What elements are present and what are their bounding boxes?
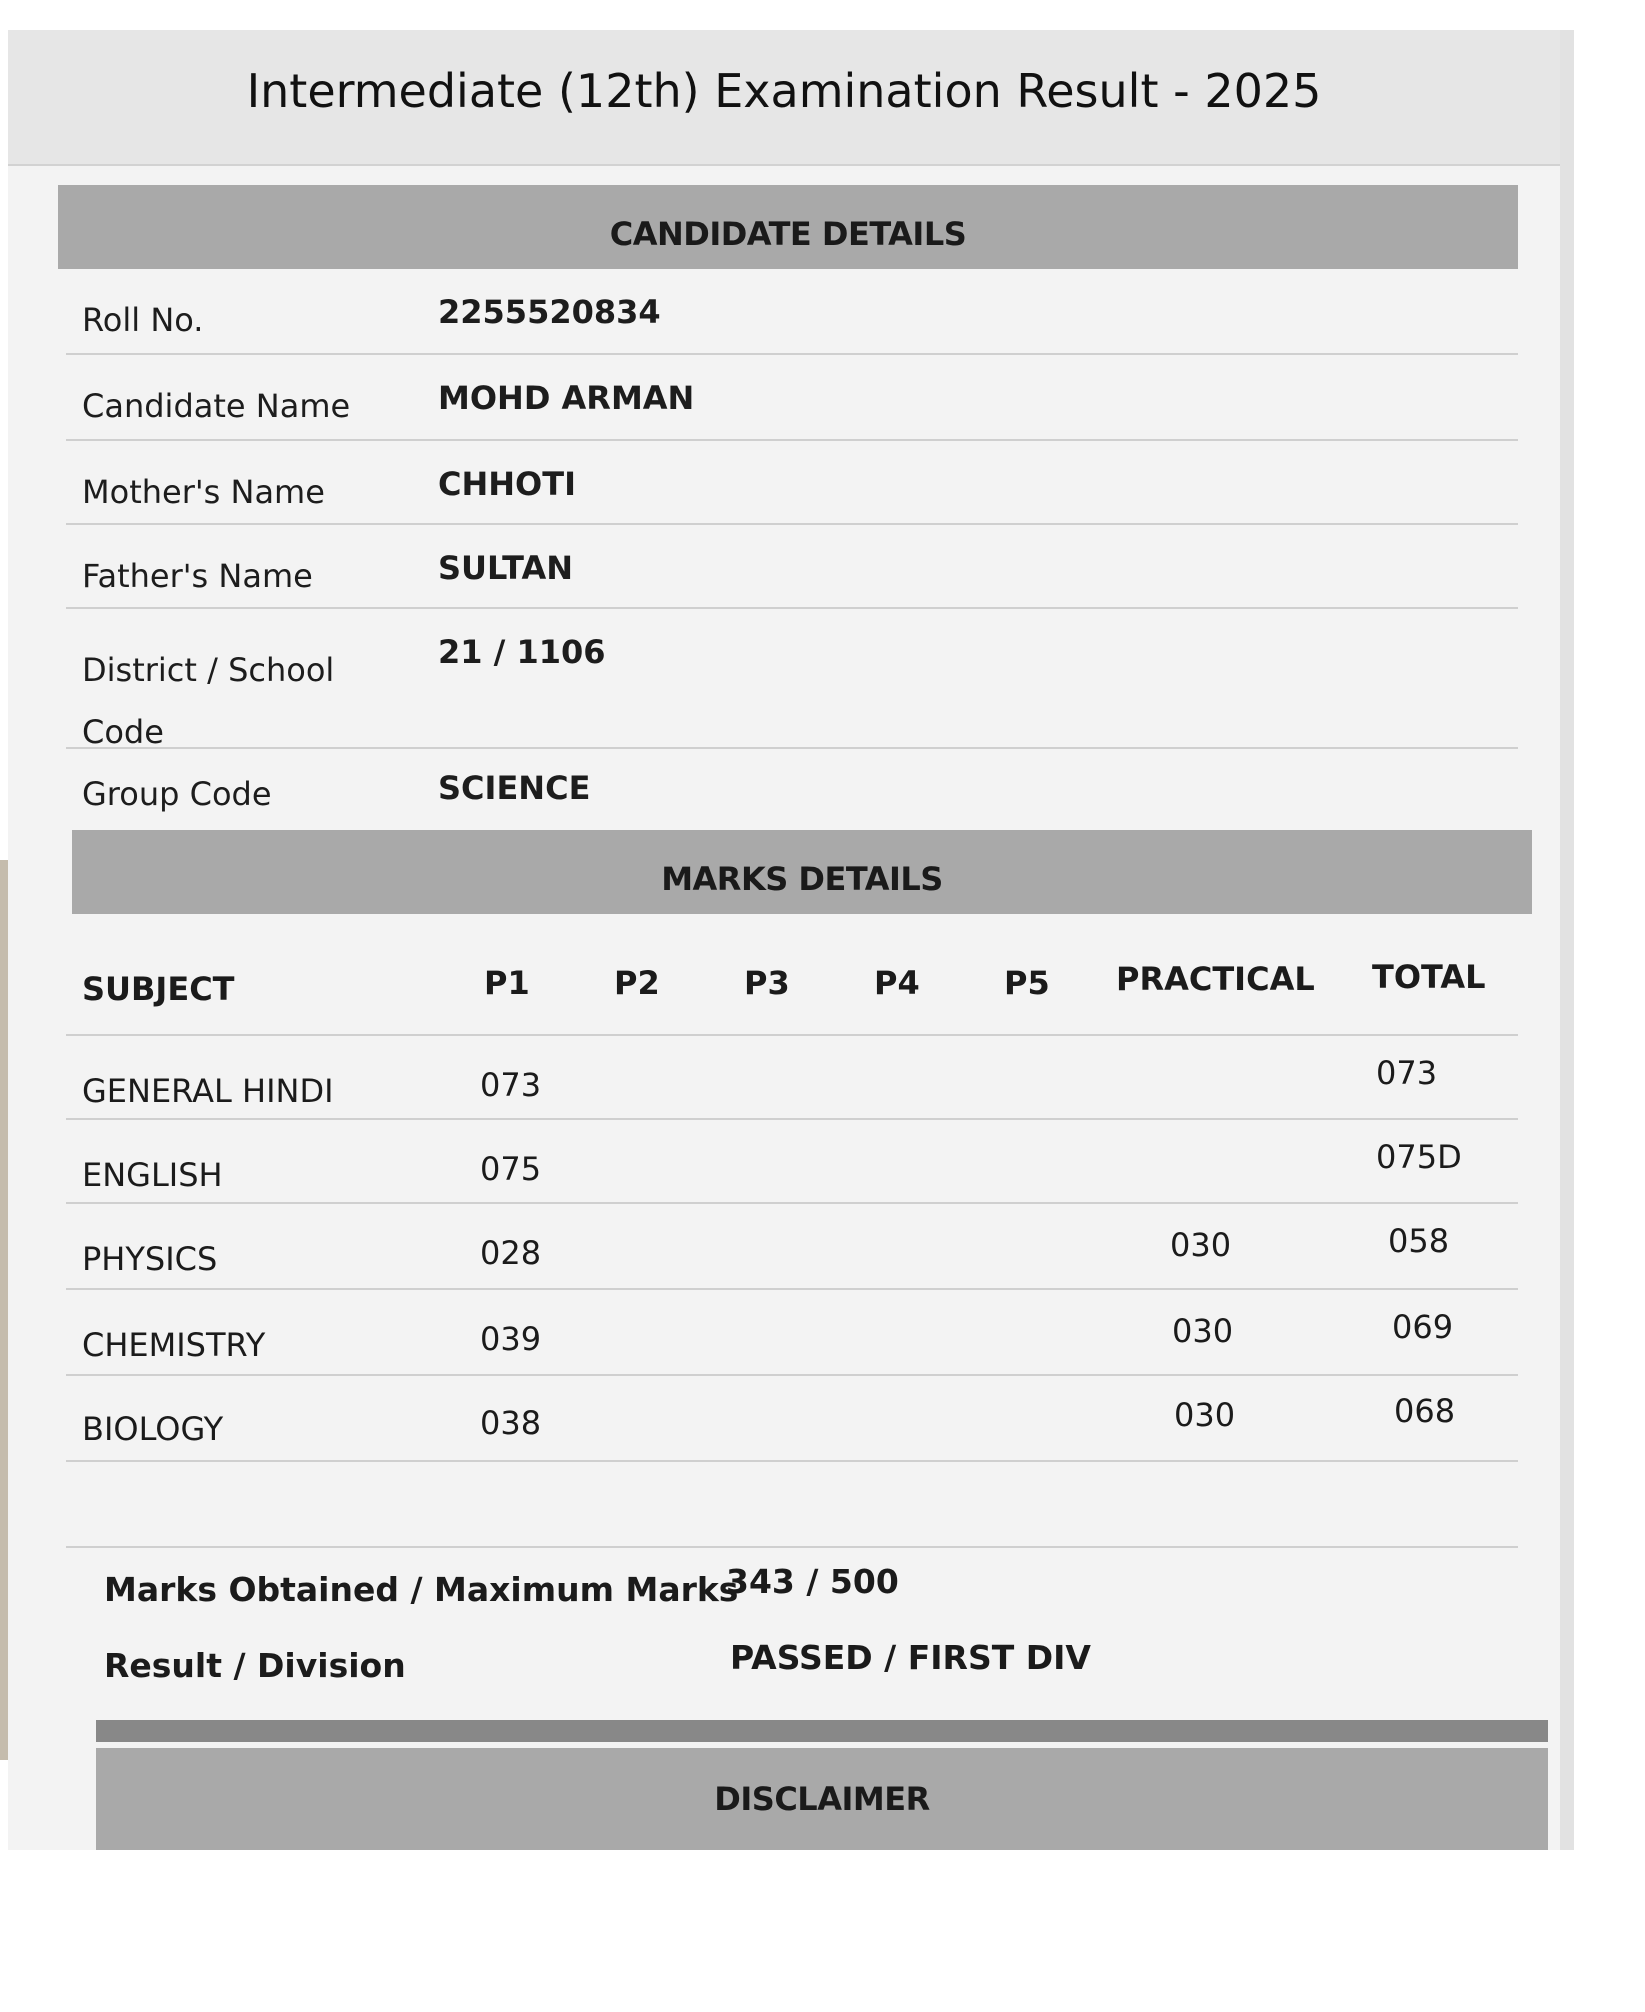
candidate-details-header xyxy=(58,185,1518,269)
p1-cell: 075 xyxy=(480,1150,542,1188)
field-row-candidate-name xyxy=(66,355,1518,441)
page-title: Intermediate (12th) Examination Result - 2025 xyxy=(246,64,1322,118)
total-cell: 073 xyxy=(1376,1054,1438,1092)
col-header-p4: P4 xyxy=(874,964,920,1002)
marks-obtained-label: Marks Obtained / Maximum Marks xyxy=(104,1570,739,1609)
disclaimer-header xyxy=(96,1748,1548,1850)
col-header-p5: P5 xyxy=(1004,964,1050,1002)
col-header-p3: P3 xyxy=(744,964,790,1002)
total-cell: 069 xyxy=(1392,1308,1454,1346)
field-row-district-school-code xyxy=(66,609,1518,749)
col-header-p2: P2 xyxy=(614,964,660,1002)
field-row-roll-no xyxy=(66,269,1518,355)
disclaimer-heading: DISCLAIMER xyxy=(714,1780,930,1818)
result-division-label: Result / Division xyxy=(104,1646,406,1685)
field-value: MOHD ARMAN xyxy=(438,379,695,417)
field-label: District / School Code xyxy=(82,651,335,751)
marks-row xyxy=(66,1036,1518,1120)
practical-cell: 030 xyxy=(1170,1226,1232,1264)
field-row-mothers-name xyxy=(66,441,1518,525)
subject-cell: PHYSICS xyxy=(82,1240,218,1278)
marks-row xyxy=(66,1204,1518,1290)
col-header-subject: SUBJECT xyxy=(82,970,235,1008)
marks-row xyxy=(66,1290,1518,1376)
field-label: Group Code xyxy=(82,775,272,813)
field-value: SCIENCE xyxy=(438,769,591,807)
result-division-value: PASSED / FIRST DIV xyxy=(730,1638,1091,1677)
total-cell: 075D xyxy=(1376,1138,1462,1176)
col-header-total: TOTAL xyxy=(1372,958,1486,996)
subject-cell: BIOLOGY xyxy=(82,1410,224,1448)
field-label: Roll No. xyxy=(82,301,204,339)
field-value: 2255520834 xyxy=(438,293,661,331)
practical-cell: 030 xyxy=(1174,1396,1236,1434)
marks-obtained-value: 343 / 500 xyxy=(726,1562,899,1601)
marks-details-heading: MARKS DETAILS xyxy=(661,860,943,898)
marks-details-header xyxy=(72,830,1532,914)
field-value: 21 / 1106 xyxy=(438,633,606,671)
practical-cell: 030 xyxy=(1172,1312,1234,1350)
empty-marks-row xyxy=(66,1462,1518,1548)
subject-cell: GENERAL HINDI xyxy=(82,1072,334,1110)
separator-strip xyxy=(96,1720,1548,1742)
p1-cell: 038 xyxy=(480,1404,542,1442)
field-label: Mother's Name xyxy=(82,473,325,511)
field-label: Father's Name xyxy=(82,557,313,595)
candidate-details-heading: CANDIDATE DETAILS xyxy=(609,215,967,253)
marks-column-headers xyxy=(66,914,1518,1036)
field-row-fathers-name xyxy=(66,525,1518,609)
field-value: SULTAN xyxy=(438,549,574,587)
p1-cell: 028 xyxy=(480,1234,542,1272)
p1-cell: 073 xyxy=(480,1066,542,1104)
marks-row xyxy=(66,1120,1518,1204)
p1-cell: 039 xyxy=(480,1320,542,1358)
field-value: CHHOTI xyxy=(438,465,576,503)
subject-cell: CHEMISTRY xyxy=(82,1326,266,1364)
marks-row xyxy=(66,1376,1518,1462)
result-sheet xyxy=(8,30,1574,1850)
total-cell: 058 xyxy=(1388,1222,1450,1260)
col-header-practical: PRACTICAL xyxy=(1116,960,1315,998)
col-header-p1: P1 xyxy=(484,964,530,1002)
field-label: Candidate Name xyxy=(82,387,351,425)
subject-cell: ENGLISH xyxy=(82,1156,223,1194)
total-cell: 068 xyxy=(1394,1392,1456,1430)
title-bar xyxy=(8,30,1560,166)
